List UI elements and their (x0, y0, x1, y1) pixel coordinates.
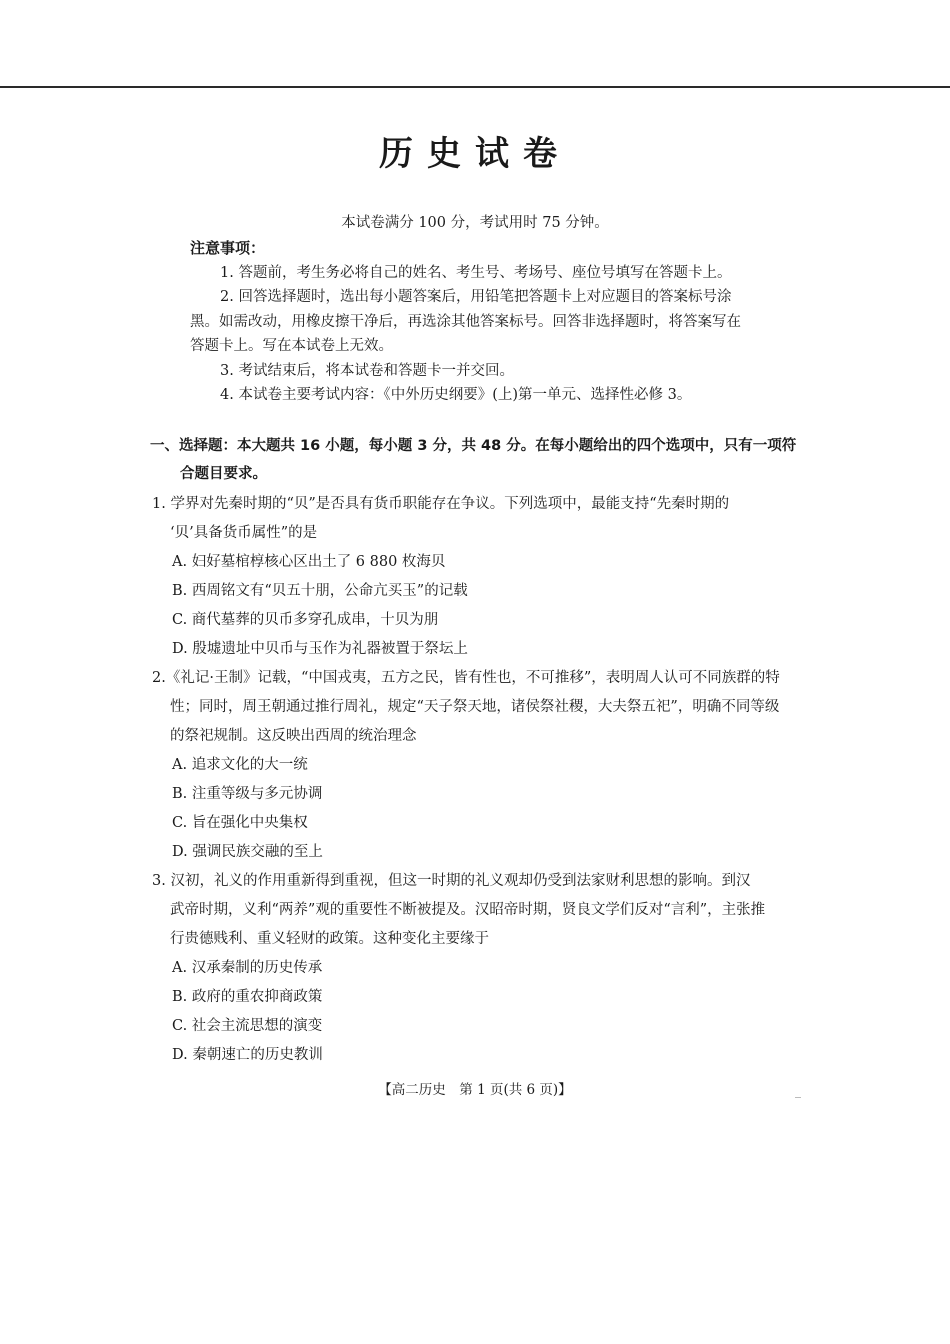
scan-speck (795, 1097, 801, 1098)
stem-line: 2.《礼记·王制》记载，“中国戎夷，五方之民，皆有性也，不可推移”，表明周人认可不同族群的特 (152, 670, 780, 686)
question-stem (152, 867, 807, 954)
option-a: A. 汉承秦制的历史传承 (172, 960, 323, 976)
question-2 (152, 664, 807, 867)
stem-line: 武帝时期，义利“两养”观的重要性不断被提及。汉昭帝时期，贤良文学们反对“言利”，主张推 (170, 902, 766, 918)
stem-line: 行贵德贱利、重义轻财的政策。这种变化主要缘于 (170, 931, 489, 947)
section-heading-line: 一、选择题：本大题共 16 小题，每小题 3 分，共 48 分。在每小题给出的四个选项中，只有一项符 (150, 438, 797, 454)
option-b: B. 西周铭文有“贝五十朋，公命亢买玉”的记载 (172, 583, 468, 599)
page-footer: 【高二历史 第 1 页(共 6 页)】 (378, 1082, 572, 1098)
option-d: D. 秦朝速亡的历史教训 (172, 1047, 323, 1063)
stem-line: 的祭祀规制。这反映出西周的统治理念 (170, 728, 417, 744)
section-heading (150, 432, 805, 488)
note-item: 答题卡上。写在本试卷上无效。 (190, 338, 393, 354)
page-title: 历史试卷 (379, 134, 571, 174)
note-item: 1. 答题前，考生务必将自己的姓名、考生号、考场号、座位号填写在答题卡上。 (220, 264, 732, 281)
question-list (152, 490, 807, 1070)
exam-info: 本试卷满分 100 分，考试用时 75 分钟。 (341, 215, 609, 231)
option-c: C. 商代墓葬的贝币多穿孔成串，十贝为朋 (172, 612, 439, 628)
option-b: B. 注重等级与多元协调 (172, 786, 323, 802)
stem-line: 3. 汉初，礼义的作用重新得到重视，但这一时期的礼义观却仍受到法家财利思想的影响。到汉 (152, 873, 751, 889)
option-c: C. 社会主流思想的演变 (172, 1018, 323, 1034)
option-c: C. 旨在强化中央集权 (172, 815, 308, 831)
note-item: 4. 本试卷主要考试内容：《中外历史纲要》(上)第一单元、选择性必修 3。 (220, 387, 692, 403)
section-heading-line: 合题目要求。 (180, 466, 267, 482)
option-d: D. 殷墟遗址中贝币与玉作为礼器被置于祭坛上 (172, 641, 468, 657)
notes-block (190, 236, 802, 408)
top-rule (0, 86, 950, 88)
stem-line: 1. 学界对先秦时期的“贝”是否具有货币职能存在争议。下列选项中，最能支持“先秦时期的 (152, 496, 730, 512)
notes-heading: 注意事项： (190, 239, 266, 257)
question-1 (152, 490, 807, 664)
stem-line: ‘贝’具备货币属性”的是 (170, 525, 318, 541)
stem-line: 性；同时，周王朝通过推行周礼，规定“天子祭天地，诸侯祭社稷，大夫祭五祀”，明确不同等级 (170, 699, 780, 715)
note-item: 3. 考试结束后，将本试卷和答题卡一并交回。 (220, 362, 514, 379)
question-stem (152, 664, 807, 751)
note-item: 2. 回答选择题时，选出每小题答案后，用铅笔把答题卡上对应题目的答案标号涂 (220, 289, 732, 305)
option-d: D. 强调民族交融的至上 (172, 844, 323, 860)
question-stem (152, 490, 807, 548)
option-a: A. 追求文化的大一统 (172, 757, 308, 773)
note-item: 黑。如需改动，用橡皮擦干净后，再选涂其他答案标号。回答非选择题时，将答案写在 (190, 313, 741, 330)
option-a: A. 妇好墓棺椁核心区出土了 6 880 枚海贝 (172, 554, 446, 570)
option-b: B. 政府的重农抑商政策 (172, 989, 323, 1005)
question-3 (152, 867, 807, 1070)
